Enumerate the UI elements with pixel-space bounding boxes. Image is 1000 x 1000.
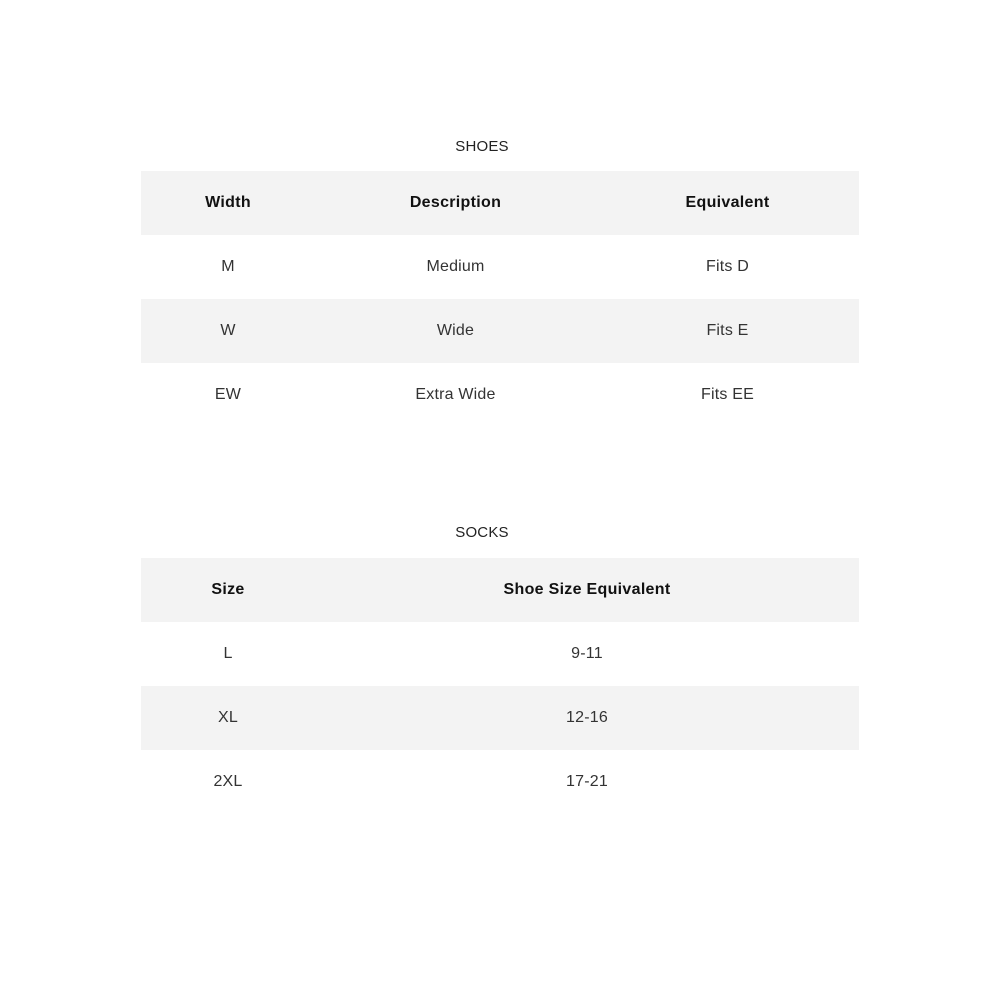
table-row [141,235,859,299]
column-header-equivalent: Equivalent [685,194,770,211]
column-header-size: Size [211,581,245,598]
equivalent-cell: Fits E [706,322,749,339]
description-cell: Medium [426,258,485,275]
width-cell: M [221,258,235,275]
shoes-section-title: SHOES [455,138,509,155]
table-row [141,622,859,686]
table-row [141,686,859,750]
shoe-size-equivalent-cell: 12-16 [566,709,608,726]
socks-section-title: SOCKS [455,524,509,541]
equivalent-cell: Fits EE [701,386,754,403]
table-row [141,750,859,814]
column-header-description: Description [409,194,502,211]
column-header-width: Width [205,194,251,211]
size-cell: L [223,645,233,662]
table-header-row [141,558,859,622]
width-cell: W [220,322,236,339]
shoe-size-equivalent-cell: 9-11 [571,645,603,662]
description-cell: Wide [436,322,475,339]
table-row [141,363,859,427]
width-cell: EW [214,386,242,403]
description-cell: Extra Wide [415,386,496,403]
column-header-shoe-size-equivalent: Shoe Size Equivalent [503,581,671,598]
size-cell: XL [218,709,238,726]
shoes-size-table [141,171,859,427]
size-cell: 2XL [213,773,243,790]
socks-size-table [141,558,859,814]
table-header-row [141,171,859,235]
shoe-size-equivalent-cell: 17-21 [566,773,608,790]
equivalent-cell: Fits D [706,258,749,275]
table-row [141,299,859,363]
